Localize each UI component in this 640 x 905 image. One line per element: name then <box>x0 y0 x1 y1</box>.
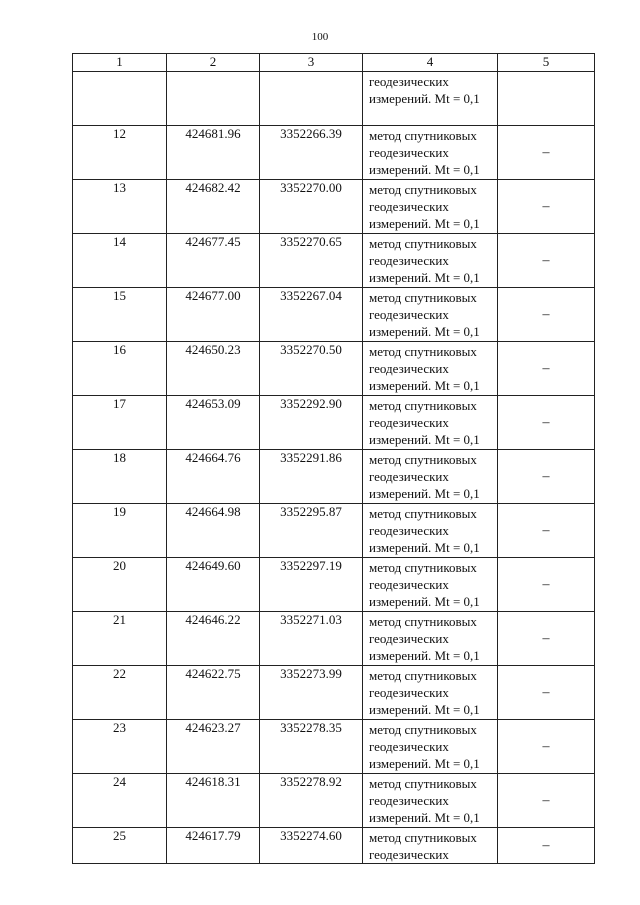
method-description <box>363 72 498 126</box>
header-col-1: 1 <box>73 54 167 72</box>
table-row <box>73 720 595 774</box>
header-col-2: 2 <box>167 54 260 72</box>
coord-y: 3352278.92 <box>260 774 363 828</box>
coord-x: 424677.45 <box>167 234 260 288</box>
row-number: 13 <box>73 180 167 234</box>
method-line: геодезических <box>369 793 449 808</box>
note: – <box>498 666 595 720</box>
table-row <box>73 450 595 504</box>
method-line: метод спутниковых <box>369 830 477 845</box>
note: – <box>498 450 595 504</box>
row-number: 16 <box>73 342 167 396</box>
method-description <box>363 612 498 666</box>
method-line: геодезических <box>369 253 449 268</box>
method-line: измерений. Mt = 0,1 <box>369 91 480 106</box>
coord-x: 424618.31 <box>167 774 260 828</box>
coord-x: 424682.42 <box>167 180 260 234</box>
coord-x: 424623.27 <box>167 720 260 774</box>
note <box>498 72 595 126</box>
row-number <box>73 72 167 126</box>
table-row <box>73 126 595 180</box>
row-number: 22 <box>73 666 167 720</box>
method-description <box>363 828 498 864</box>
coord-y: 3352278.35 <box>260 720 363 774</box>
row-number: 15 <box>73 288 167 342</box>
method-line: метод спутниковых <box>369 452 477 467</box>
coord-y: 3352295.87 <box>260 504 363 558</box>
coord-y: 3352292.90 <box>260 396 363 450</box>
method-line: метод спутниковых <box>369 614 477 629</box>
method-description <box>363 504 498 558</box>
header-col-4: 4 <box>363 54 498 72</box>
method-line: метод спутниковых <box>369 182 477 197</box>
method-line: метод спутниковых <box>369 128 477 143</box>
method-line: измерений. Mt = 0,1 <box>369 324 480 339</box>
coord-y: 3352297.19 <box>260 558 363 612</box>
coord-y: 3352273.99 <box>260 666 363 720</box>
method-description <box>363 180 498 234</box>
header-row <box>73 54 595 72</box>
coord-x: 424622.75 <box>167 666 260 720</box>
coord-y: 3352270.00 <box>260 180 363 234</box>
table-row <box>73 342 595 396</box>
row-number: 24 <box>73 774 167 828</box>
method-line: геодезических <box>369 739 449 754</box>
method-line: измерений. Mt = 0,1 <box>369 540 480 555</box>
coord-y: 3352266.39 <box>260 126 363 180</box>
table-row <box>73 288 595 342</box>
page-number: 100 <box>311 31 329 43</box>
method-description <box>363 396 498 450</box>
method-line: измерений. Mt = 0,1 <box>369 432 480 447</box>
table-row <box>73 234 595 288</box>
table-row <box>73 612 595 666</box>
method-line: измерений. Mt = 0,1 <box>369 594 480 609</box>
method-line: метод спутниковых <box>369 668 477 683</box>
method-line: геодезических <box>369 74 449 89</box>
coord-x: 424650.23 <box>167 342 260 396</box>
table-row <box>73 774 595 828</box>
method-line: геодезических <box>369 415 449 430</box>
table-row <box>73 504 595 558</box>
table-row <box>73 828 595 864</box>
coord-y: 3352270.50 <box>260 342 363 396</box>
coord-x: 424617.79 <box>167 828 260 864</box>
coord-y: 3352267.04 <box>260 288 363 342</box>
method-line: геодезических <box>369 685 449 700</box>
method-line: измерений. Mt = 0,1 <box>369 378 480 393</box>
method-description <box>363 666 498 720</box>
method-line: геодезических <box>369 631 449 646</box>
coord-y: 3352270.65 <box>260 234 363 288</box>
row-number: 12 <box>73 126 167 180</box>
row-number: 21 <box>73 612 167 666</box>
method-description <box>363 774 498 828</box>
method-line: геодезических <box>369 469 449 484</box>
row-number: 20 <box>73 558 167 612</box>
method-line: метод спутниковых <box>369 236 477 251</box>
method-line: метод спутниковых <box>369 560 477 575</box>
note: – <box>498 774 595 828</box>
header-col-3: 3 <box>260 54 363 72</box>
coordinates-table <box>72 53 595 864</box>
row-number: 25 <box>73 828 167 864</box>
method-line: измерений. Mt = 0,1 <box>369 162 480 177</box>
method-description <box>363 450 498 504</box>
table-header <box>73 54 595 72</box>
coord-x <box>167 72 260 126</box>
coord-y <box>260 72 363 126</box>
row-number: 23 <box>73 720 167 774</box>
table-row <box>73 666 595 720</box>
method-line: измерений. Mt = 0,1 <box>369 270 480 285</box>
method-line: геодезических <box>369 577 449 592</box>
method-line: измерений. Mt = 0,1 <box>369 648 480 663</box>
table-body <box>73 72 595 864</box>
note: – <box>498 720 595 774</box>
method-line: геодезических <box>369 523 449 538</box>
continuation-row <box>73 72 595 126</box>
row-number: 17 <box>73 396 167 450</box>
table-row <box>73 558 595 612</box>
note: – <box>498 558 595 612</box>
note: – <box>498 396 595 450</box>
method-line: геодезических <box>369 199 449 214</box>
method-line: метод спутниковых <box>369 398 477 413</box>
method-line: метод спутниковых <box>369 344 477 359</box>
coord-y: 3352274.60 <box>260 828 363 864</box>
method-line: геодезических <box>369 361 449 376</box>
method-line: метод спутниковых <box>369 506 477 521</box>
method-description <box>363 288 498 342</box>
coord-x: 424664.98 <box>167 504 260 558</box>
coord-y: 3352271.03 <box>260 612 363 666</box>
method-description <box>363 126 498 180</box>
table-row <box>73 180 595 234</box>
method-description <box>363 720 498 774</box>
method-line: измерений. Mt = 0,1 <box>369 810 480 825</box>
method-line: метод спутниковых <box>369 722 477 737</box>
table-row <box>73 396 595 450</box>
coord-x: 424677.00 <box>167 288 260 342</box>
method-line: измерений. Mt = 0,1 <box>369 756 480 771</box>
header-col-5: 5 <box>498 54 595 72</box>
method-line: измерений. Mt = 0,1 <box>369 702 480 717</box>
method-line: измерений. Mt = 0,1 <box>369 486 480 501</box>
row-number: 18 <box>73 450 167 504</box>
row-number: 14 <box>73 234 167 288</box>
note: – <box>498 612 595 666</box>
note: – <box>498 126 595 180</box>
note: – <box>498 342 595 396</box>
method-description <box>363 558 498 612</box>
method-line: измерений. Mt = 0,1 <box>369 216 480 231</box>
coord-x: 424653.09 <box>167 396 260 450</box>
coord-x: 424649.60 <box>167 558 260 612</box>
method-line: метод спутниковых <box>369 776 477 791</box>
coord-x: 424646.22 <box>167 612 260 666</box>
note: – <box>498 828 595 864</box>
row-number: 19 <box>73 504 167 558</box>
method-line: геодезических <box>369 307 449 322</box>
note: – <box>498 504 595 558</box>
note: – <box>498 180 595 234</box>
coord-x: 424681.96 <box>167 126 260 180</box>
note: – <box>498 234 595 288</box>
coord-x: 424664.76 <box>167 450 260 504</box>
method-line: геодезических <box>369 145 449 160</box>
method-description <box>363 234 498 288</box>
note: – <box>498 288 595 342</box>
method-line: геодезических <box>369 847 449 862</box>
coord-y: 3352291.86 <box>260 450 363 504</box>
method-line: метод спутниковых <box>369 290 477 305</box>
method-description <box>363 342 498 396</box>
